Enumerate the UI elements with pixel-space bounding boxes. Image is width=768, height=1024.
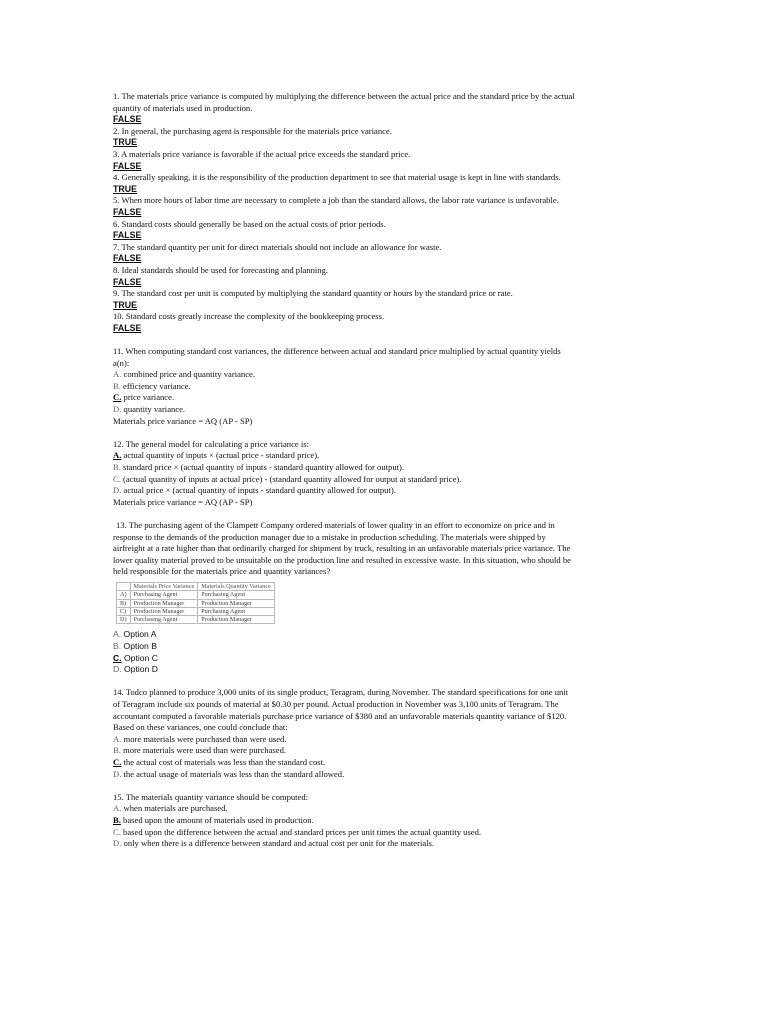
mc-question-14 [113,687,658,780]
option-b [113,381,658,393]
question-text-cont: held responsible for the materials price and quantity variances? [113,566,331,577]
option-letter: A. [113,369,122,380]
option-letter: A. [113,629,122,640]
table-cell: Production Manager [198,599,275,607]
tf-answer-7: FALSE [113,253,142,264]
option-letter: C. [113,652,122,663]
table-cell: Production Manager [130,599,198,607]
option-letter: C. [113,473,121,484]
question-text: 13. The purchasing agent of the Clampett Company ordered materials of lower quality in an effort to economize on price and in [116,519,555,530]
table-cell: B) [117,599,131,607]
table-header: Materials Price Variance [130,582,198,590]
option-c [113,474,658,486]
option-text: more materials were purchased than were used. [123,733,287,744]
table-row [117,616,275,624]
option-letter: A. [113,450,122,461]
option-text: price variance. [123,392,175,403]
table-header: Materials Quantity Variance [198,582,275,590]
mc-question-15 [113,792,658,850]
explanation: Materials price variance = AQ (AP - SP) [113,415,253,426]
table-cell: Purchasing Agent [130,591,198,599]
table-row [117,599,275,607]
question-text: 11. When computing standard cost variances, the difference between actual and standard price multiplied by actual quantity yields [113,346,561,357]
option-text: when materials are purchased. [123,803,228,814]
tf-answer-1: FALSE [113,114,142,125]
table-cell: Purchasing Agent [198,607,275,615]
option-text: standard price × (actual quantity of inputs - standard quantity allowed for output). [123,462,405,472]
option-letter: A. [113,733,122,744]
option-b-correct [113,815,658,827]
option-d [113,485,658,497]
option-letter: D. [113,404,122,415]
option-b [113,641,658,653]
tf-answer-3: FALSE [113,160,142,171]
option-letter: B. [113,462,121,472]
option-text: the actual cost of materials was less than the standard cost. [123,756,326,767]
option-text: quantity variance. [123,404,186,415]
option-text: more materials were used than were purchased. [123,745,287,756]
option-text: Option B [123,641,157,652]
option-letter: D. [113,485,122,496]
option-text: combined price and quantity variance. [123,369,255,380]
tf-answer-5: FALSE [113,206,142,217]
quiz-document [113,91,658,850]
question-text-cont: of Teragram include six pounds of material at $0.30 per pound. Actual production in November was 3,100 units of Teragram. The [113,698,559,709]
question-text-cont: Based on these variances, one could conclude that: [113,722,288,733]
mc-question-11 [113,346,658,427]
tf-question-7: 7. The standard quantity per unit for direct materials should not include an allowance for waste. [113,241,442,252]
option-letter: A. [113,803,122,814]
option-text: only when there is a difference between standard and actual cost per unit for the materials. [123,838,435,849]
option-b [113,462,658,474]
question-text: 12. The general model for calculating a price variance is: [113,438,309,449]
table-cell: Purchasing Agent [198,591,275,599]
tf-question-8: 8. Ideal standards should be used for forecasting and planning. [113,264,329,275]
option-text: Option D [123,664,158,675]
table-cell: Purchasing Agent [130,616,198,624]
question-text: 14. Todco planned to produce 3,000 units of its single product, Teragram, during November. The standard specifications for one unit [113,687,569,698]
tf-question-4: 4. Generally speaking, it is the responsibility of the production department to see that material usage is kept in line with standards. [113,172,561,183]
option-text: Option A [123,629,157,640]
option-text: based upon the amount of materials used in production. [123,814,314,825]
tf-question-1-cont: quantity of materials used in production. [113,102,253,113]
option-c [113,827,658,839]
option-text: efficiency variance. [123,380,191,391]
option-letter: D. [113,838,122,849]
tf-question-10: 10. Standard costs greatly increase the complexity of the bookkeeping process. [113,311,385,322]
tf-answer-4: TRUE [113,183,137,194]
option-b [113,745,658,757]
tf-question-1: 1. The materials price variance is computed by multiplying the difference between the actual price and the standard price by the actual [113,91,575,101]
tf-question-9: 9. The standard cost per unit is computed by multiplying the standard quantity or hours by the standard price or rate. [113,288,513,299]
option-letter: B. [113,641,122,652]
table-cell: A) [117,591,131,599]
variance-responsibility-table [116,582,275,624]
option-letter: B. [113,380,121,391]
option-letter: C. [113,756,122,767]
mc-question-13 [113,520,658,676]
option-text: based upon the difference between the actual and standard prices per unit times the actual quantity used. [123,826,482,837]
explanation: Materials price variance = AQ (AP - SP) [113,496,253,507]
table-cell: C) [117,607,131,615]
tf-answer-8: FALSE [113,276,142,287]
option-letter: D. [113,768,122,779]
option-d [113,838,658,850]
option-text: the actual usage of materials was less than the standard allowed. [123,768,345,779]
option-a-correct [113,450,658,462]
tf-question-2: 2. In general, the purchasing agent is responsible for the materials price variance. [113,125,392,136]
option-letter: B. [113,814,121,825]
option-c-correct [113,757,658,769]
option-a [113,629,658,641]
question-text-cont: accountant computed a favorable materials purchase price variance of $380 and an unfavorable materials quantity variance of $120. [113,710,567,721]
tf-question-5: 5. When more hours of labor time are necessary to complete a job than the standard allows, the labor rate variance is unfavorable. [113,195,559,206]
option-a [113,734,658,746]
option-text: (actual quantity of inputs at actual price) - (standard quantity allowed for output at standard price). [123,473,462,484]
tf-answer-9: TRUE [113,299,137,310]
table-row [117,607,275,615]
tf-answer-2: TRUE [113,137,137,148]
option-d [113,664,658,676]
option-c-correct [113,392,658,404]
question-text-cont: airfreight at a rate higher than that ordinarily charged for shipment by truck, resulting in an unfavorable materials price variance. The [113,543,571,554]
tf-question-3: 3. A materials price variance is favorable if the actual price exceeds the standard price. [113,148,411,159]
option-letter: B. [113,745,121,756]
option-letter: C. [113,392,122,403]
tf-answer-6: FALSE [113,230,142,241]
question-text-cont: a(n): [113,357,130,368]
option-a [113,369,658,381]
mc-question-12 [113,439,658,509]
option-d [113,404,658,416]
option-c-correct [113,653,658,665]
table-cell: D) [117,616,131,624]
table-header-row [117,582,275,590]
table-cell: Production Manager [130,607,198,615]
table-header [117,582,131,590]
tf-section [113,91,658,334]
tf-question-6: 6. Standard costs should generally be based on the actual costs of prior periods. [113,218,386,229]
question-text: 15. The materials quantity variance should be computed: [113,791,309,802]
question-text-cont: lower quality material proved to be unsuitable on the production line and resulted in excessive waste. In this situation, who should be [113,554,571,565]
tf-answer-10: FALSE [113,322,142,333]
option-text: actual price × (actual quantity of inputs - standard quantity allowed for output). [123,485,396,496]
option-letter: C. [113,826,121,837]
option-text: Option C [123,652,158,663]
question-text-cont: response to the demands of the production manager due to a mistake in production scheduling. The materials were shipped by [113,531,546,542]
option-letter: D. [113,664,122,675]
table-row [117,591,275,599]
option-d [113,769,658,781]
option-text: actual quantity of inputs × (actual price - standard price). [123,450,320,461]
table-cell: Production Manager [198,616,275,624]
option-a [113,803,658,815]
